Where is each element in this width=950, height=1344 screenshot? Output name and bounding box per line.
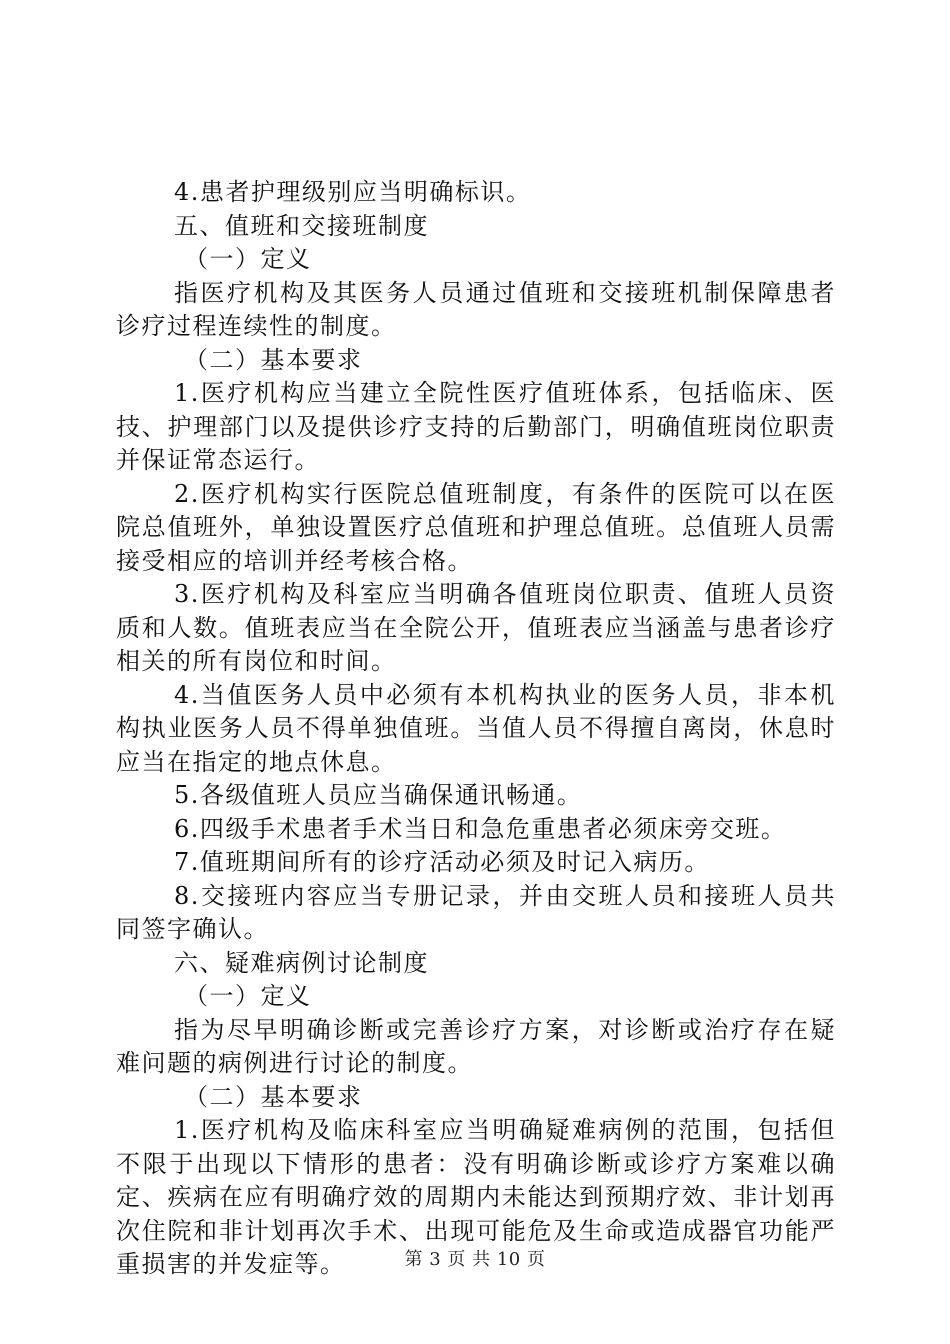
paragraph: 4.患者护理级别应当明确标识。: [174, 178, 532, 206]
page-footer: 第 3 页 共 10 页: [404, 1249, 546, 1270]
paragraph: 5.各级值班人员应当确保通讯畅通。: [174, 781, 583, 809]
paragraph: 7.值班期间所有的诊疗活动必须及时记入病历。: [174, 848, 710, 876]
paragraph: 8.交接班内容应当专册记录，并由交班人员和接班人员共同签字确认。: [116, 881, 836, 943]
subsection-heading: （二）基本要求: [184, 345, 363, 374]
paragraph: 1.医疗机构应当建立全院性医疗值班体系，包括临床、医技、护理部门以及提供诊疗支持的后勤部门，明确值班岗位职责并保证常态运行。: [116, 379, 836, 474]
document-body: [116, 176, 836, 1282]
subsection-heading: （二）基本要求: [184, 1082, 363, 1111]
paragraph: 4.当值医务人员中必须有本机构执业的医务人员，非本机构执业医务人员不得单独值班。当值人员不得擅自离岗，休息时应当在指定的地点休息。: [116, 680, 836, 776]
section-heading: 六、疑难病例讨论制度: [174, 948, 429, 977]
paragraph: 2.医疗机构实行医院总值班制度，有条件的医院可以在医院总值班外，单独设置医疗总值班和护理总值班。总值班人员需接受相应的培训并经考核合格。: [116, 479, 836, 575]
paragraph: 3.医疗机构及科室应当明确各值班岗位职责、值班人员资质和人数。值班表应当在全院公开，值班表应当涵盖与患者诊疗相关的所有岗位和时间。: [116, 580, 836, 675]
subsection-heading: （一）定义: [184, 982, 312, 1010]
paragraph: 1.医疗机构及临床科室应当明确疑难病例的范围，包括但不限于出现以下情形的患者：没有明确诊断或诊疗方案难以确定、疾病在应有明确疗效的周期内未能达到预期疗效、非计划再次住院和非计划再次手术、出现可能危及生命或造成器官功能严重损害的并发症等。: [116, 1116, 836, 1278]
paragraph: 指为尽早明确诊断或完善诊疗方案，对诊断或治疗存在疑难问题的病例进行讨论的制度。: [116, 1015, 836, 1077]
section-heading: 五、值班和交接班制度: [174, 211, 429, 240]
paragraph: 指医疗机构及其医务人员通过值班和交接班机制保障患者诊疗过程连续性的制度。: [116, 278, 836, 340]
paragraph: 6.四级手术患者手术当日和急危重患者必须床旁交班。: [174, 814, 787, 843]
subsection-heading: （一）定义: [184, 245, 312, 273]
